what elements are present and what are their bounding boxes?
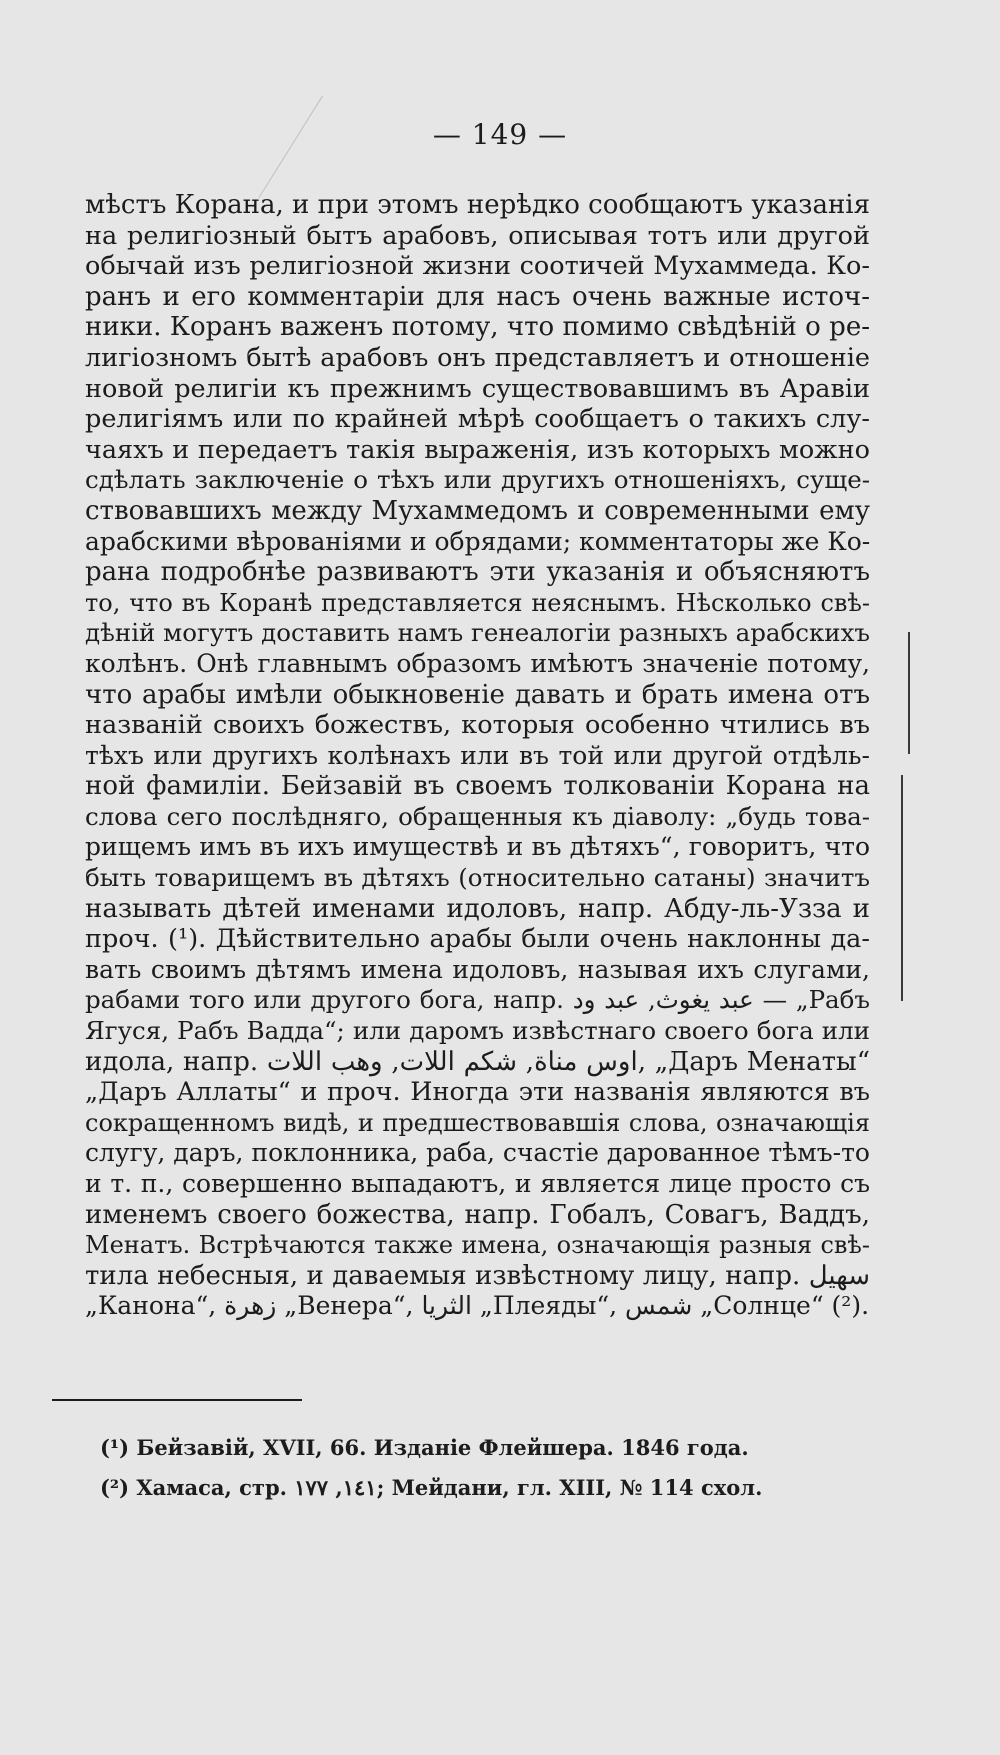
text-line: что арабы имѣли обыкновеніе давать и брать имена отъ (85, 679, 870, 710)
text-line: ствовавшихъ между Мухаммедомъ и современными ему (85, 495, 870, 526)
text-line: идола, напр. اوس مناة, شكم اللات, وهب اللات, „Даръ Менаты“ (85, 1046, 871, 1077)
text-line: „Канона“, زهرة „Венера“, الثريا „Плеяды“, شمس „Солнце“ (²). (85, 1291, 870, 1321)
body-text (85, 190, 870, 1322)
footnote-divider (52, 1399, 302, 1401)
text-line: Ягуся, Рабъ Вадда“; или даромъ извѣстнаго своего бога или (85, 1016, 870, 1046)
text-line: рабами того или другого бога, напр. عبد يغوث, عبد ود — „Рабъ (85, 985, 870, 1015)
text-line: тѣхъ или другихъ колѣнахъ или въ той или другой отдѣль- (85, 740, 870, 770)
text-line: то, что въ Коранѣ представляется неяснымъ. Нѣсколько свѣ- (85, 588, 870, 617)
text-line: вать своимъ дѣтямъ имена идоловъ, называя ихъ слугами, (85, 954, 870, 984)
text-line: проч. (¹). Дѣйствительно арабы были очень наклонны да- (85, 924, 870, 955)
text-line: религіямъ или по крайней мѣрѣ сообщаетъ о такихъ слу- (85, 404, 870, 435)
text-line: именемъ своего божества, напр. Гобалъ, Совагъ, Ваддъ, (85, 1199, 870, 1230)
page-number: — 149 — (432, 118, 568, 151)
text-line: слугу, даръ, поклонника, раба, счастіе дарованное тѣмъ-то (85, 1138, 870, 1168)
text-line: сокращенномъ видѣ, и предшествовавшія слова, означающія (85, 1108, 870, 1137)
text-line: ной фамиліи. Бейзавій въ своемъ толкованіи Корана на (85, 771, 870, 802)
text-line: арабскими вѣрованіями и обрядами; комментаторы же Ко- (85, 526, 871, 556)
text-line: называть дѣтей именами идоловъ, напр. Абду-ль-Узза и (85, 893, 870, 924)
text-line: быть товарищемъ въ дѣтяхъ (относительно сатаны) значитъ (85, 863, 870, 893)
text-line: сдѣлать заключеніе о тѣхъ или другихъ отношеніяхъ, суще- (85, 465, 870, 495)
footnote: (²) Хамаса, стр. ١٤١, ١٧٧; Мейдани, гл. XIII, № 114 схол. (100, 1475, 763, 1500)
text-line: слова сего послѣдняго, обращенныя къ діаволу: „будь това- (85, 801, 870, 831)
text-line: Менатъ. Встрѣчаются также имена, означающія разныя свѣ- (85, 1231, 870, 1260)
text-line: ники. Коранъ важенъ потому, что помимо свѣдѣній о ре- (85, 312, 870, 343)
text-line: лигіозномъ бытѣ арабовъ онъ представляетъ и отношеніе (85, 342, 870, 373)
text-line: названій своихъ божествъ, которыя особенно чтились въ (85, 710, 870, 741)
text-line: колѣнъ. Онѣ главнымъ образомъ имѣютъ значеніе потому, (85, 648, 870, 678)
text-line: рана подробнѣе развиваютъ эти указанія и объясняютъ (85, 557, 870, 588)
margin-mark (901, 775, 903, 1001)
text-line: и т. п., совершенно выпадаютъ, и является лице просто съ (85, 1169, 870, 1198)
text-line: дѣній могутъ доставить намъ генеалогіи разныхъ арабскихъ (85, 618, 870, 648)
text-line: ранъ и его комментаріи для насъ очень важные источ- (85, 281, 870, 312)
footnotes (100, 1428, 900, 1508)
text-line: на религіозный бытъ арабовъ, описывая тотъ или другой (85, 220, 870, 251)
text-line: чаяхъ и передаетъ такія выраженія, изъ которыхъ можно (85, 434, 870, 465)
footnote: (¹) Бейзавій, XVII, 66. Изданіе Флейшера. 1846 года. (100, 1435, 749, 1460)
margin-mark (908, 632, 910, 754)
text-line: тила небесныя, и даваемыя извѣстному лицу, напр. سهيل (85, 1260, 870, 1291)
text-line: „Даръ Аллаты“ и проч. Иногда эти названія являются въ (85, 1077, 870, 1108)
text-line: рищемъ имъ въ ихъ имуществѣ и въ дѣтяхъ“, говоритъ, что (85, 832, 870, 862)
text-line: новой религіи къ прежнимъ существовавшимъ въ Аравіи (85, 373, 870, 404)
text-line: мѣстъ Корана, и при этомъ нерѣдко сообщаютъ указанія (85, 190, 870, 220)
text-line: обычай изъ религіозной жизни соотичей Мухаммеда. Ко- (85, 251, 870, 282)
